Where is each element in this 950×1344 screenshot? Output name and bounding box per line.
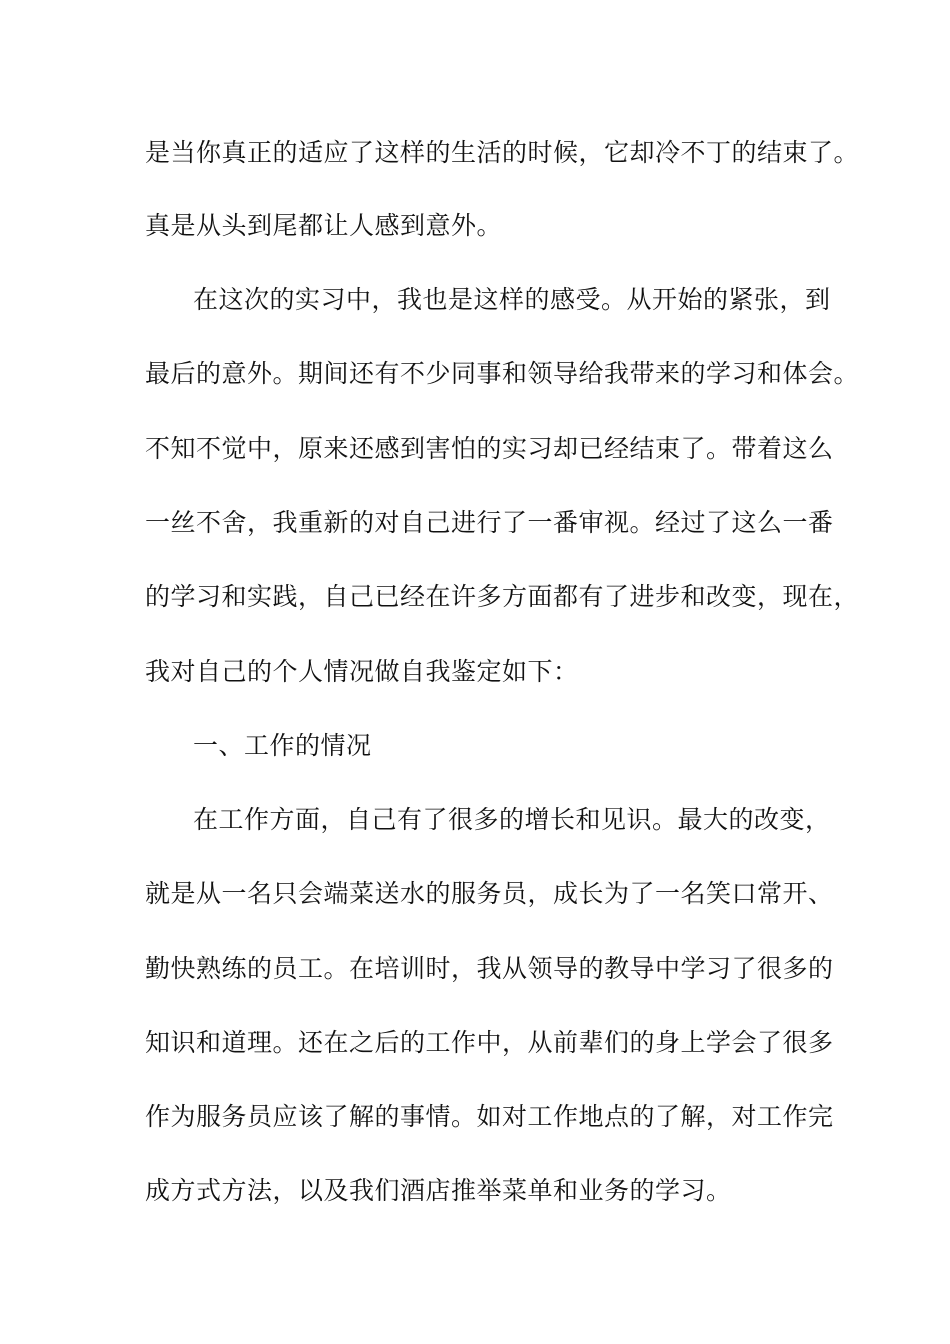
text-line: 我对自己的个人情况做自我鉴定如下：: [145, 657, 579, 686]
text-line: 成方式方法，以及我们酒店推举菜单和业务的学习。: [145, 1176, 732, 1205]
paragraph-start-line: 在工作方面，自己有了很多的增长和见识。最大的改变，: [193, 805, 831, 834]
text-line: 勤快熟练的员工。在培训时，我从领导的教导中学习了很多的: [145, 954, 834, 983]
section-heading: 一、工作的情况: [193, 731, 372, 760]
paragraph-start-line: 在这次的实习中，我也是这样的感受。从开始的紧张，到: [193, 285, 831, 314]
text-line: 是当你真正的适应了这样的生活的时候，它却冷不丁的结束了。: [145, 138, 860, 167]
text-line: 不知不觉中，原来还感到害怕的实习却已经结束了。带着这么: [145, 434, 834, 463]
text-line: 的学习和实践，自己已经在许多方面都有了进步和改变，现在，: [145, 582, 860, 611]
text-line: 最后的意外。期间还有不少同事和领导给我带来的学习和体会。: [145, 359, 860, 388]
text-line: 一丝不舍，我重新的对自己进行了一番审视。经过了这么一番: [145, 508, 834, 537]
text-line: 知识和道理。还在之后的工作中，从前辈们的身上学会了很多: [145, 1028, 834, 1057]
text-line: 作为服务员应该了解的事情。如对工作地点的了解，对工作完: [145, 1102, 834, 1131]
text-line: 真是从头到尾都让人感到意外。: [145, 211, 503, 240]
text-line: 就是从一名只会端菜送水的服务员，成长为了一名笑口常开、: [145, 879, 834, 908]
